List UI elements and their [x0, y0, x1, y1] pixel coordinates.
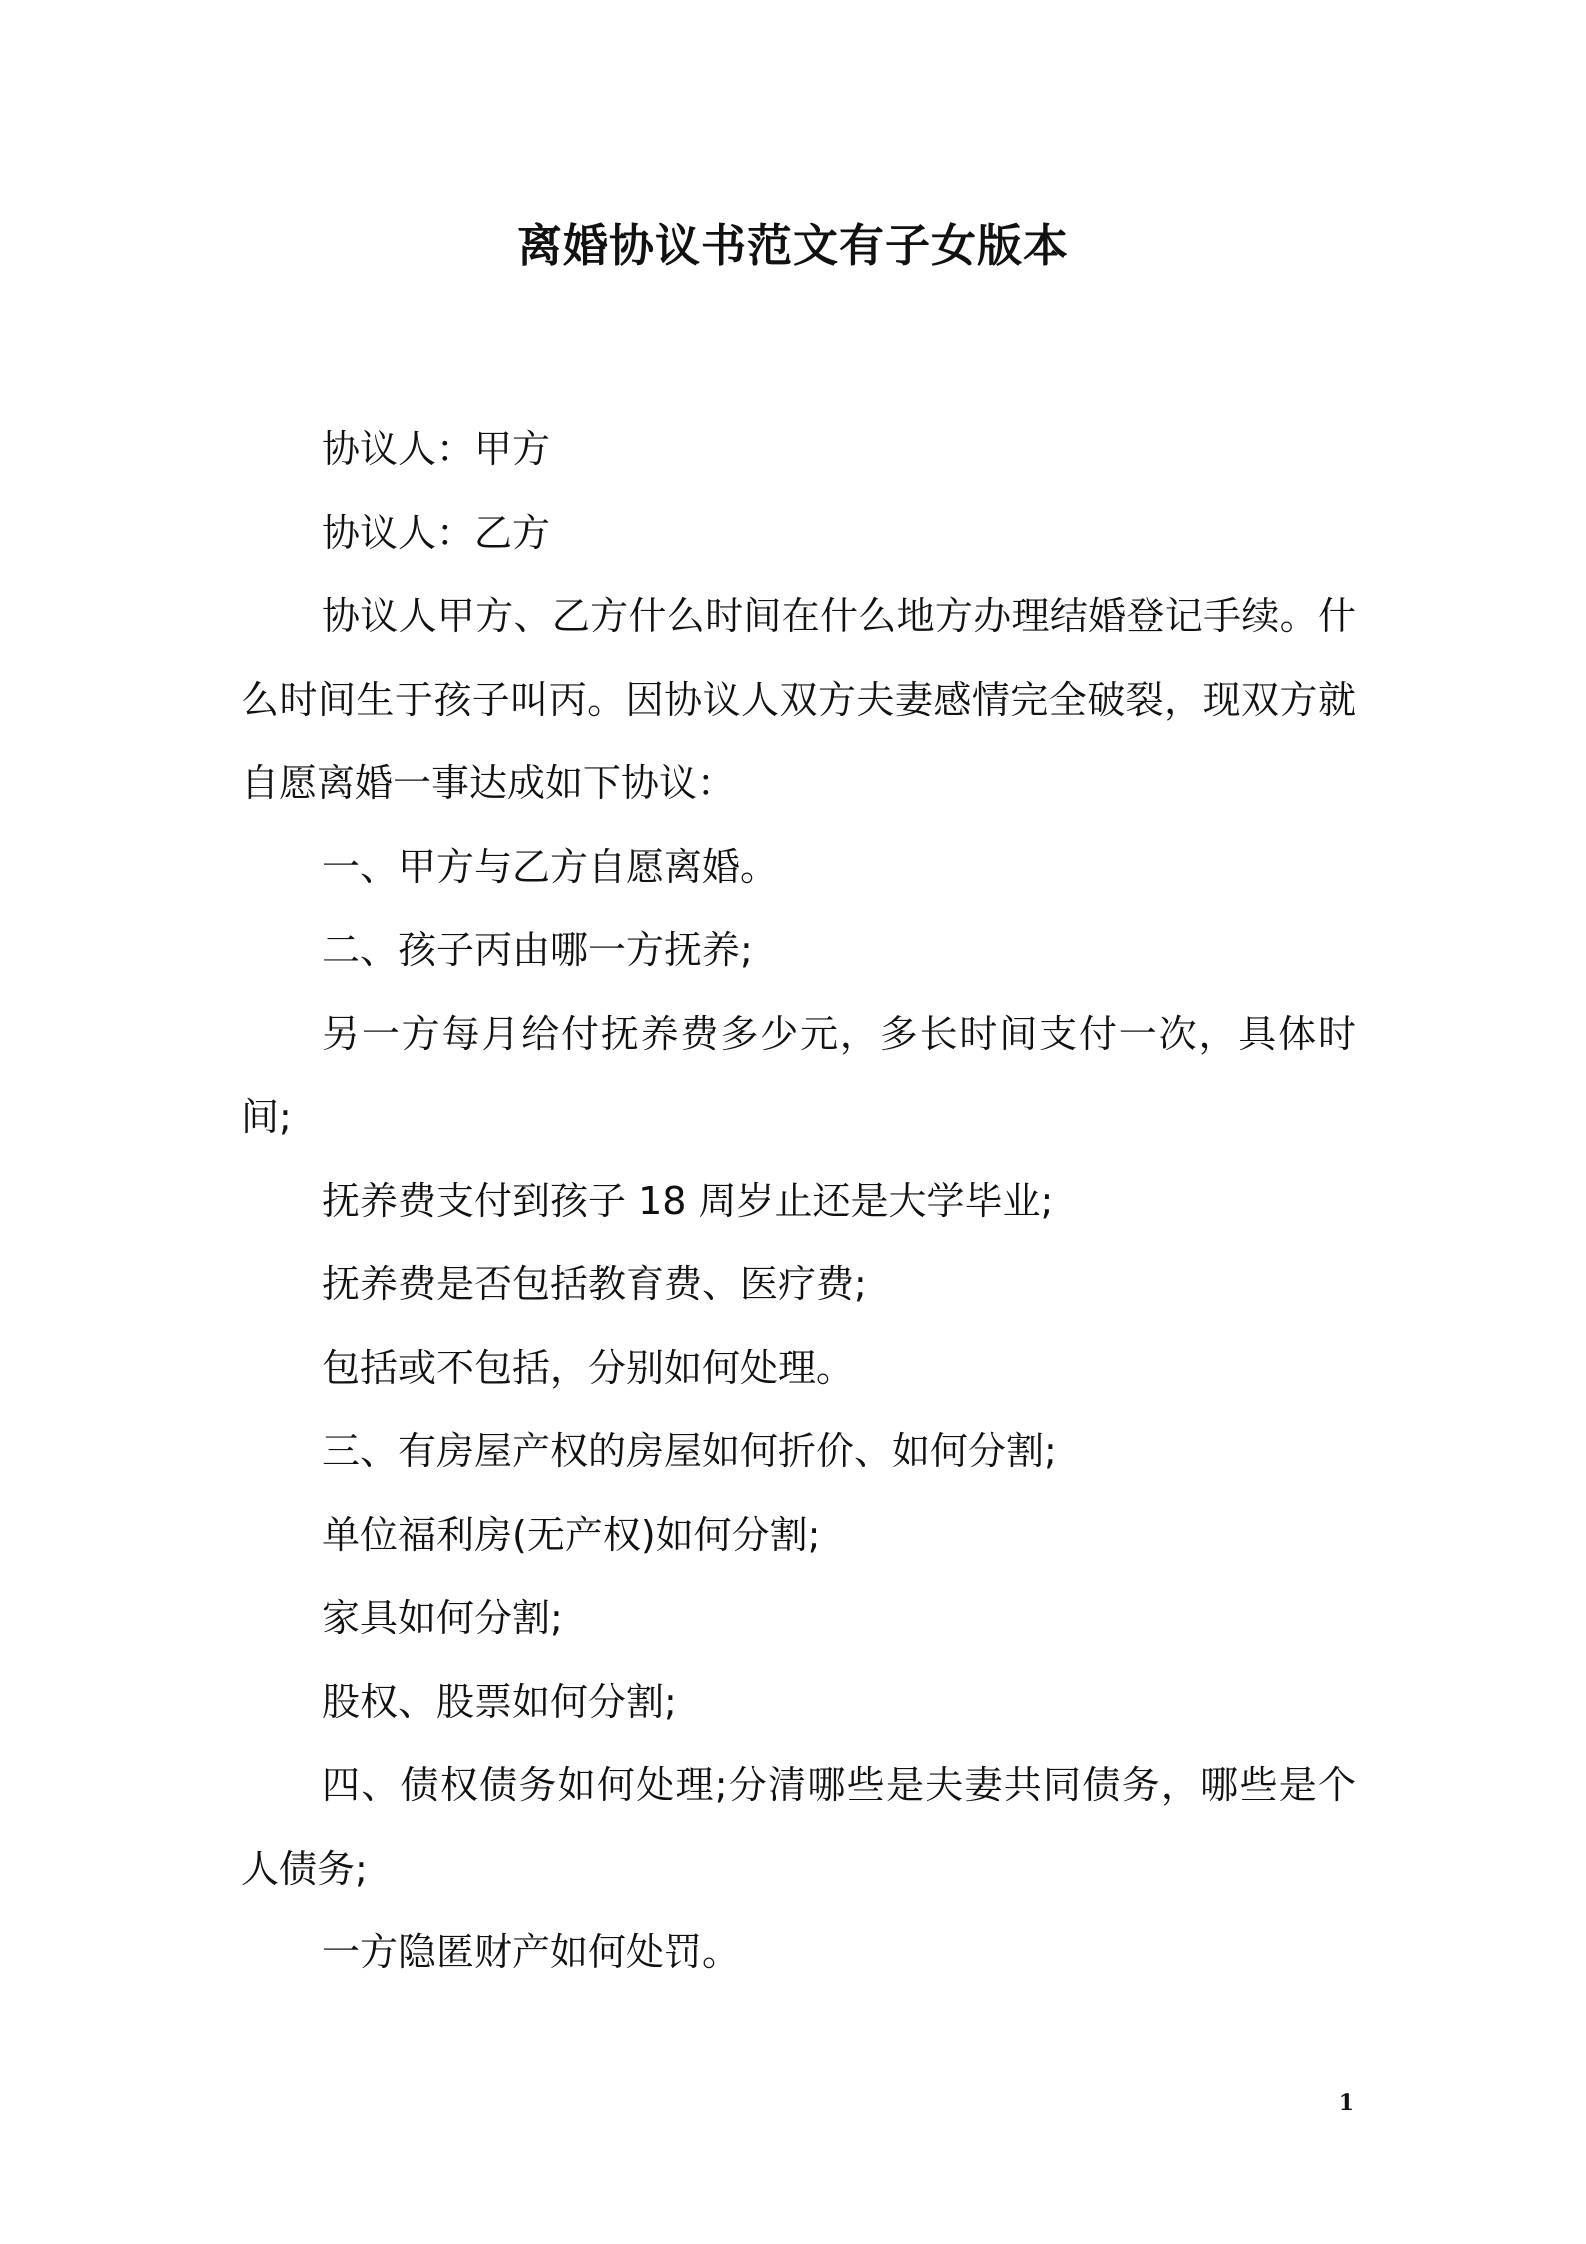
paragraph-clause-4: 四、债权债务如何处理;分清哪些是夫妻共同债务，哪些是个人债务; [241, 1763, 1356, 1891]
paragraph-support-duration: 抚养费支付到孩子 18 周岁止还是大学毕业; [322, 1178, 1054, 1223]
document-body [241, 408, 1356, 1995]
paragraph-equity: 股权、股票如何分割; [322, 1679, 677, 1724]
document-title: 离婚协议书范文有子女版本 [516, 219, 1069, 272]
paragraph-hidden-assets: 一方隐匿财产如何处罚。 [322, 1930, 741, 1974]
paragraph-clause-2: 二、孩子丙由哪一方抚养; [322, 928, 753, 972]
paragraph-party-b: 协议人：乙方 [322, 510, 551, 555]
paragraph-support-amount: 另一方每月给付抚养费多少元，多长时间支付一次，具体时间; [241, 1011, 1356, 1139]
paragraph-clause-1: 一、甲方与乙方自愿离婚。 [322, 844, 779, 889]
paragraph-support-handling: 包括或不包括，分别如何处理。 [322, 1345, 855, 1390]
paragraph-clause-3: 三、有房屋产权的房屋如何折价、如何分割; [322, 1429, 1057, 1473]
paragraph-party-a: 协议人：甲方 [322, 427, 551, 471]
paragraph-welfare-housing: 单位福利房(无产权)如何分割; [322, 1512, 821, 1557]
page-number: 1 [1338, 2090, 1354, 2116]
paragraph-furniture: 家具如何分割; [322, 1596, 563, 1640]
paragraph-support-scope: 抚养费是否包括教育费、医疗费; [322, 1262, 867, 1306]
paragraph-preamble: 协议人甲方、乙方什么时间在什么地方办理结婚登记手续。什么时间生于孩子叫丙。因协议人双方夫妻感情完全破裂，现双方就自愿离婚一事达成如下协议： [241, 594, 1356, 805]
